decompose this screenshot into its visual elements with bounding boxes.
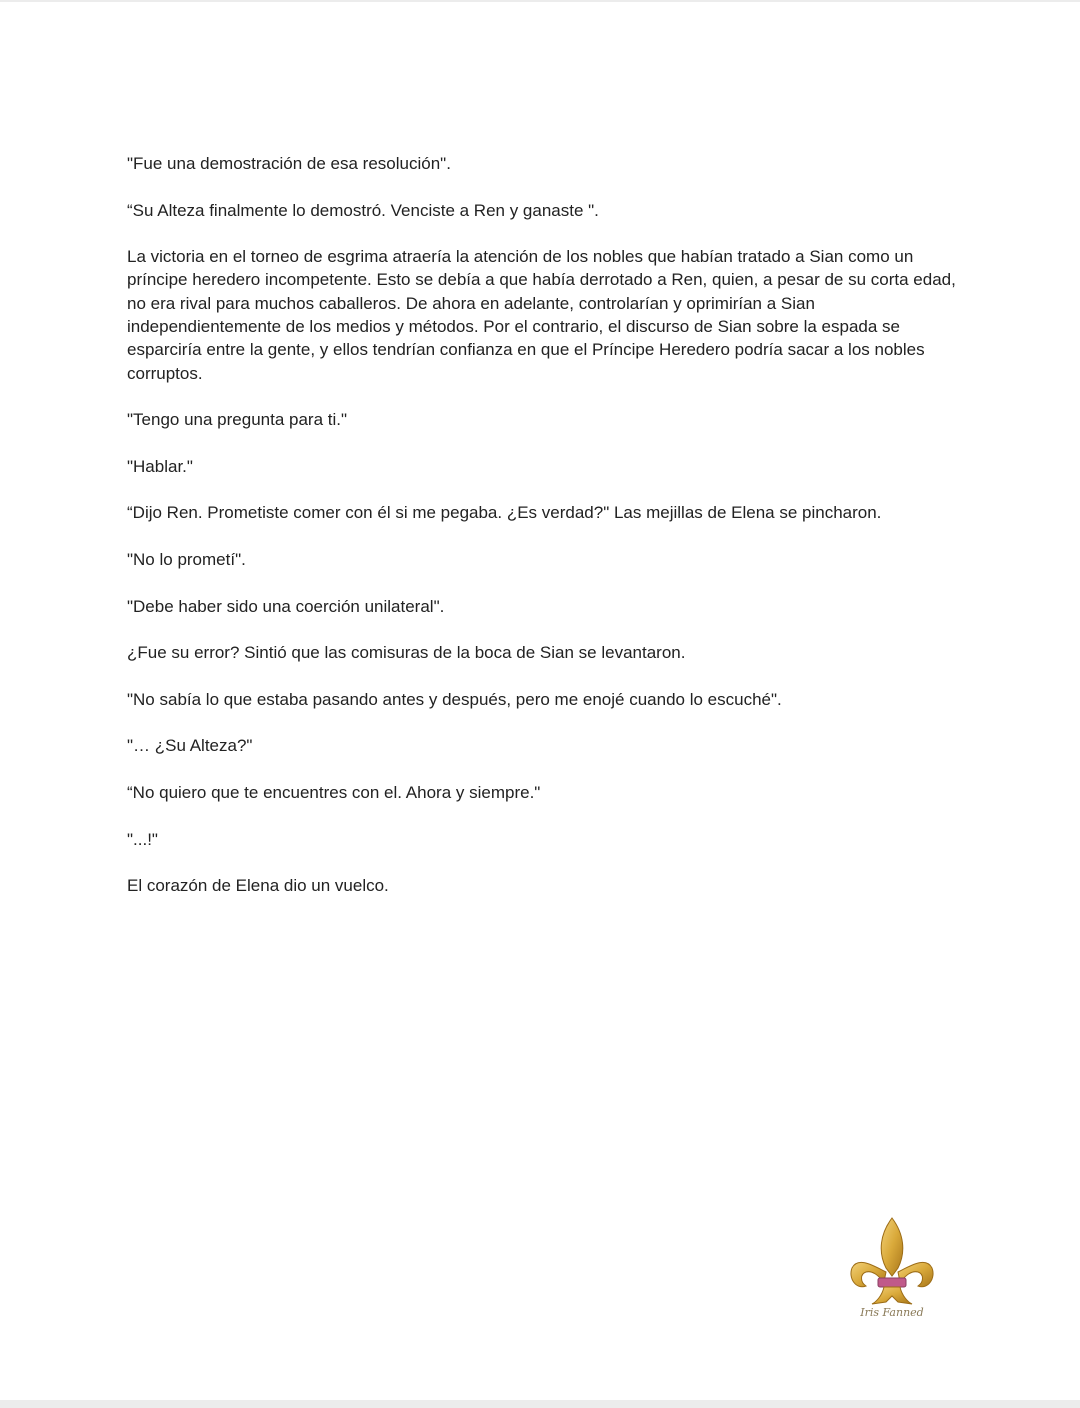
paragraph: “Dijo Ren. Prometiste comer con él si me pegaba. ¿Es verdad?" Las mejillas de Elena se pincharon.: [127, 503, 882, 523]
paragraph: ¿Fue su error? Sintió que las comisuras de la boca de Sian se levantaron.: [127, 643, 686, 663]
paragraph: La victoria en el torneo de esgrima atraería la atención de los nobles que habían tratado a Sian como un príncipe heredero incompetente. Esto se debía a que había derrotado a Ren, quien, a pesar de su corta edad, no era rival para muchos caballeros. De ahora en adelante, controlarían y oprimirían a Sian independientemente de los medios y métodos. Por el contrario, el discurso de Sian sobre la espada se esparciría entre la gente, y ellos tendrían confianza en que el Príncipe Heredero podría sacar a los nobles corruptos.: [127, 247, 956, 383]
paragraph: "Fue una demostración de esa resolución".: [127, 154, 451, 173]
document-body: [127, 152, 957, 921]
paragraph: "Debe haber sido una coerción unilateral".: [127, 596, 445, 616]
paragraph: "...!": [127, 829, 158, 849]
paragraph: "Hablar.": [127, 456, 193, 476]
logo-caption: Iris Fanned: [860, 1306, 924, 1319]
paragraph: "Tengo una pregunta para ti.": [127, 410, 348, 430]
paragraph: "… ¿Su Alteza?": [127, 736, 253, 756]
paragraph: El corazón de Elena dio un vuelco.: [127, 876, 389, 896]
paragraph: “Su Alteza finalmente lo demostró. Venciste a Ren y ganaste ".: [127, 200, 599, 220]
paragraph: “No quiero que te encuentres con el. Ahora y siempre.": [127, 783, 541, 803]
paragraph: "No lo prometí".: [127, 550, 246, 570]
paragraph: "No sabía lo que estaba pasando antes y después, pero me enojé cuando lo escuché".: [127, 689, 782, 709]
